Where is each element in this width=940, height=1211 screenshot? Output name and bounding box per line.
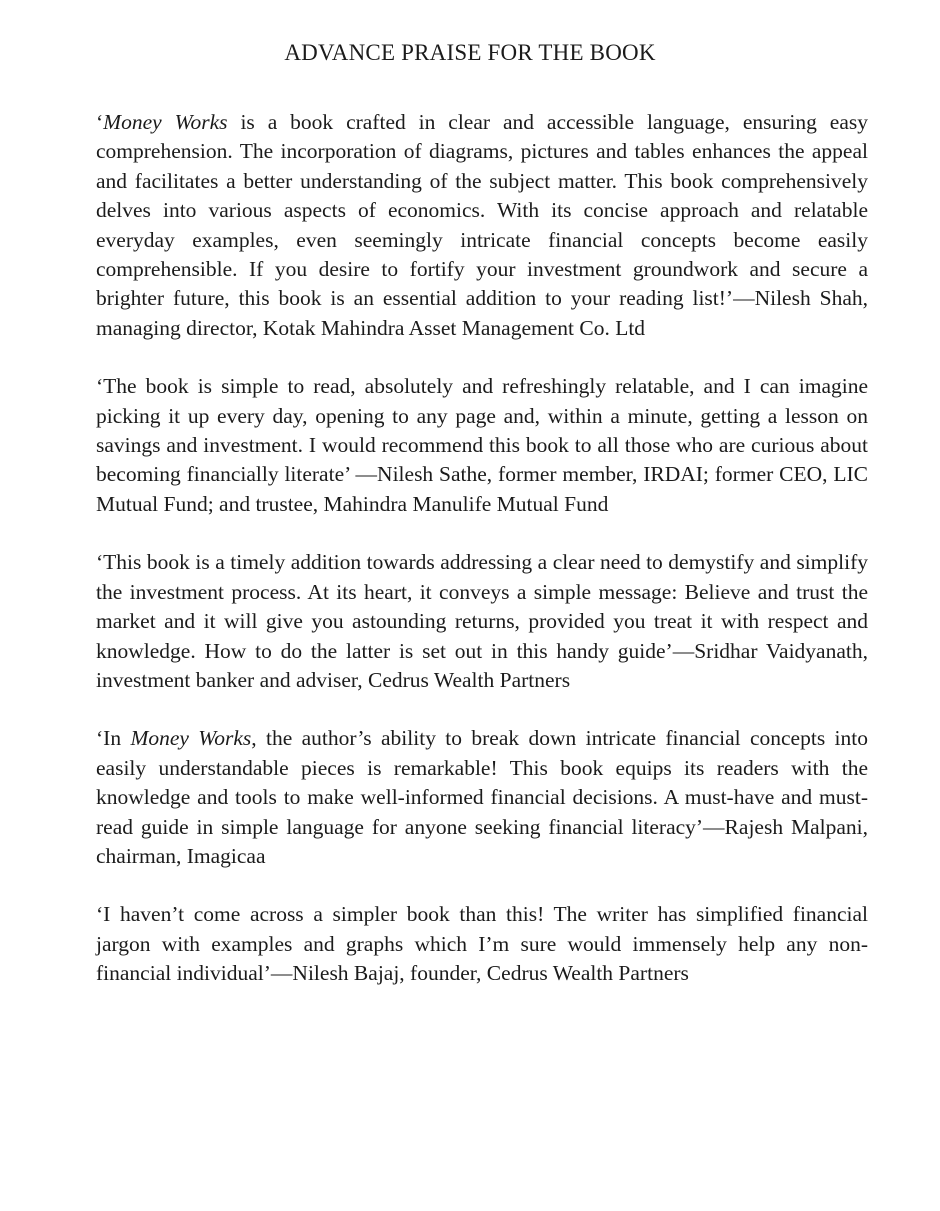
- quote-text: ‘This book is a timely addition towards addressing a clear need to demystify and simplify the investment process. At its heart, it conveys a simple message: Believe and trust the market and it will give you astounding returns, provided you treat it with respect and knowledge. How to do the latter is set out in this handy guide’—Sridhar Vaidyanath, investment banker and adviser, Cedrus Wealth Partners: [96, 550, 868, 692]
- praise-quote-nilesh-bajaj: [96, 900, 868, 988]
- praise-quotes: [96, 108, 868, 1018]
- praise-quote-rajesh-malpani: [96, 724, 868, 871]
- praise-quote-nilesh-sathe: [96, 372, 868, 519]
- quote-text: ‘The book is simple to read, absolutely and refreshingly relatable, and I can imagine picking it up every day, opening to any page and, within a minute, getting a lesson on savings and investment. I would recommend this book to all those who are curious about becoming financially literate’ —Nilesh Sathe, former member, IRDAI; former CEO, LIC Mutual Fund; and trustee, Mahindra Manulife Mutual Fund: [96, 374, 868, 516]
- quote-text: , the author’s ability to break down intricate financial concepts into easily understandable pieces is remarkable! This book equips its readers with the knowledge and tools to make well-informed financial decisions. A must-have and must-read guide in simple language for anyone seeking financial literacy’—Rajesh Malpani, chairman, Imagicaa: [96, 726, 868, 868]
- page-title: ADVANCE PRAISE FOR THE BOOK: [284, 40, 656, 65]
- book-title-italic: Money Works: [103, 110, 228, 134]
- book-title-italic: Money Works: [130, 726, 252, 751]
- praise-quote-nilesh-shah: [96, 108, 868, 343]
- quote-open: ‘: [96, 110, 104, 134]
- praise-quote-sridhar-vaidyanath: [96, 548, 868, 695]
- quote-text: ‘I haven’t come across a simpler book than this! The writer has simplified financial jargon with examples and graphs which I’m sure would immensely help any non-financial individual’—Nilesh Bajaj, founder, Cedrus Wealth Partners: [96, 902, 868, 986]
- quote-text: is a book crafted in clear and accessible language, ensuring easy comprehension. The incorporation of diagrams, pictures and tables enhances the appeal and facilitates a better understanding of the subject matter. This book comprehensively delves into various aspects of economics. With its concise approach and relatable everyday examples, even seemingly intricate financial concepts become easily comprehensible. If you desire to fortify your investment groundwork and secure a brighter future, this book is an essential addition to your reading list!’—Nilesh Shah, managing director, Kotak Mahindra Asset Management Co. Ltd: [96, 110, 868, 340]
- quote-open: ‘In: [96, 726, 131, 751]
